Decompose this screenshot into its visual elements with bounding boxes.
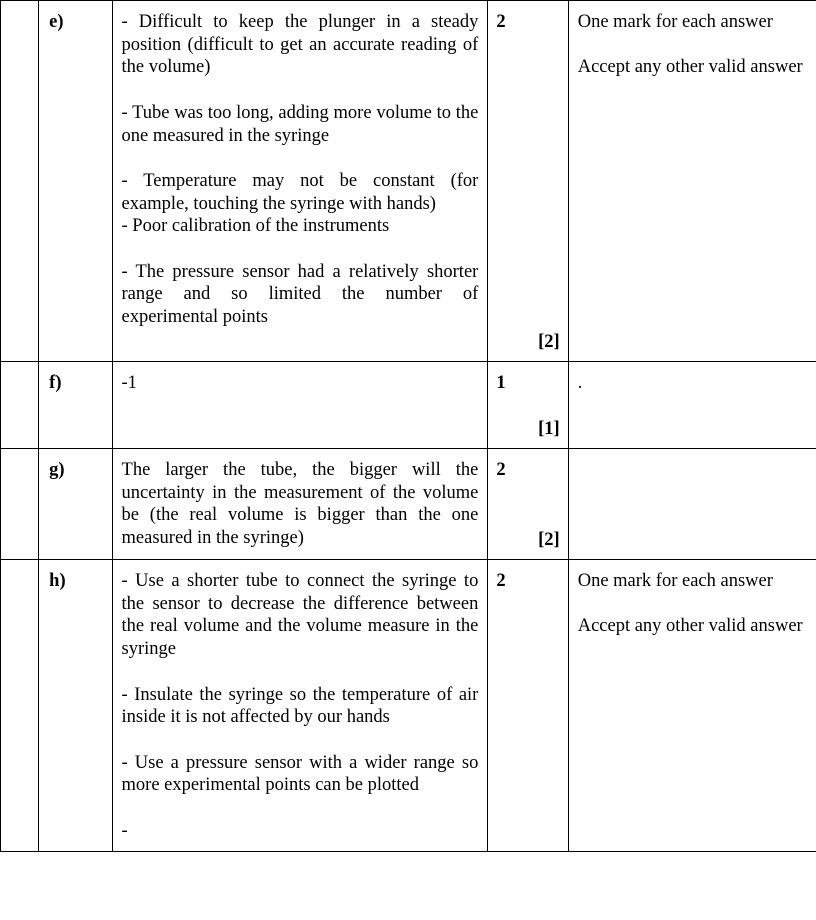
answer-text: - Temperature may not be constant (for example, touching the syringe with hands) xyxy=(121,170,479,214)
part-label: f) xyxy=(39,362,112,449)
part-label: e) xyxy=(39,1,112,362)
marks-value: 2 xyxy=(496,12,506,32)
blank-cell xyxy=(1,362,39,449)
marks-cell xyxy=(488,362,568,449)
answer-text: - Poor calibration of the instruments xyxy=(121,216,390,237)
answer-text: - Insulate the syringe so the temperature of air inside it is not affected by our hands xyxy=(121,684,479,728)
answer-text: - The pressure sensor had a relatively shorter range and so limited the number of experimental points xyxy=(121,261,479,328)
guidance-text: One mark for each answer xyxy=(577,12,773,32)
marks-cell xyxy=(488,1,568,362)
table-row-h xyxy=(1,560,816,852)
marks-value: 2 xyxy=(496,571,506,591)
guidance-text: Accept any other valid answer xyxy=(577,57,803,78)
answer-cell xyxy=(112,560,488,852)
answer-text: - xyxy=(121,820,128,841)
guidance-text: Accept any other valid answer xyxy=(577,616,803,637)
guidance-cell xyxy=(568,449,816,560)
answer-cell xyxy=(112,362,488,449)
blank-cell xyxy=(1,449,39,560)
blank-cell xyxy=(1,560,39,852)
guidance-text: . xyxy=(577,373,583,393)
answer-text: - Difficult to keep the plunger in a steady position (difficult to get an accurate reading of the volume) xyxy=(121,12,479,78)
answer-text: -1 xyxy=(121,373,137,393)
marks-value: 2 xyxy=(496,460,506,480)
marks-cell xyxy=(488,560,568,852)
answer-text: - Tube was too long, adding more volume to the one measured in the syringe xyxy=(121,102,479,146)
guidance-cell xyxy=(568,362,816,449)
answer-cell xyxy=(112,1,488,362)
table-row-g xyxy=(1,449,816,560)
part-label: g) xyxy=(39,449,112,560)
table-row-e xyxy=(1,1,816,362)
answer-text: - Use a pressure sensor with a wider range so more experimental points can be plotted xyxy=(121,752,479,796)
table-row-f xyxy=(1,362,816,449)
answer-text: - Use a shorter tube to connect the syringe to the sensor to decrease the difference between the real volume and the volume measure in the syringe xyxy=(121,571,479,660)
marks-total: [1] xyxy=(538,419,560,440)
marks-cell xyxy=(488,449,568,560)
guidance-text: One mark for each answer xyxy=(577,571,773,591)
answer-text: The larger the tube, the bigger will the uncertainty in the measurement of the volume be (the real volume is bigger than the one measured in the syringe) xyxy=(121,460,479,549)
marks-total: [2] xyxy=(538,530,560,551)
marks-value: 1 xyxy=(496,373,506,393)
guidance-cell xyxy=(568,1,816,362)
marks-total: [2] xyxy=(538,332,560,353)
blank-cell xyxy=(1,1,39,362)
answer-cell xyxy=(112,449,488,560)
guidance-cell xyxy=(568,560,816,852)
part-label: h) xyxy=(39,560,112,852)
